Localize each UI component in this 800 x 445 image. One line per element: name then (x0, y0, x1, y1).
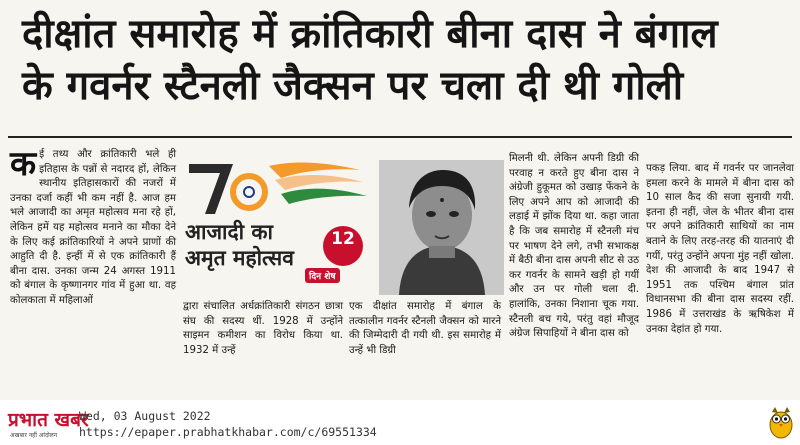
logo-line-2: अमृत महोत्सव (185, 246, 294, 270)
drop-cap: क (10, 144, 37, 184)
column-1-text: ई तथ्य और क्रांतिकारी भले ही इतिहास के पन्नों से नदारद हों, लेकिन स्थानीय इतिहासकारों की नजरों में उनका दर्जा कहीं भी कम नहीं है. आज हम भले आजादी का अमृत महोत्सव मना रहे हों, लेकिन हमें यह महोत्सव मनाने का मौका देने के लिए कई क्रांतिकारियों ने अपने प्राणों की आहुति दी है. इन्हीं में से एक क्रांतिकारी हैं बीना दास. उनका जन्म 24 अगस्त 1911 को बंगाल के कृष्णानगर गांव में हुआ था. वह कोलकाता में महिलाओं (10, 149, 176, 306)
article-column-2b: एक दीक्षांत समारोह में बंगाल के तत्कालीन गवर्नर स्टैनली जैक्सन को मारने की जिम्मेदारी दी गयी थी. इस समारोह में उन्हें भी डिग्री (349, 301, 501, 356)
prabhat-khabar-logo[interactable]: प्रभात खबर (8, 409, 89, 431)
bina-das-portrait-icon (379, 160, 504, 295)
headline-line-2: के गवर्नर स्टैनली जैक्सन पर चला दी थी गोली (22, 63, 684, 109)
epaper-url[interactable]: https://epaper.prabhatkhabar.com/c/69551334 (79, 425, 377, 439)
badge-number: 12 (331, 229, 355, 249)
publish-date: Wed, 03 August 2022 (79, 409, 211, 423)
article-column-3: मिलनी थी. लेकिन अपनी डिग्री की परवाह न करते हुए बीना दास ने अंग्रेजी हुकूमत को उखाड़ फेंकने के लिए अपने आप को आजादी की लड़ाई में झोंक दिया था. कहा जाता है कि जब समारोह में स्टैनली मंच पर भाषण देने लगे, तभी सभाकक्ष में बैठी बीना दास अपनी सीट से उठ कर गवर्नर के सामने खड़ी हो गयीं और उन पर गोली चला दी. हालांकि, उनका निशाना चूक गया. स्टैनली बच गये, परंतु वहां मौजूद अंग्रेज सिपाहियों ने बीना दास को (509, 153, 639, 340)
seventy-five-emblem-icon (185, 158, 377, 220)
article-column-1 (10, 144, 176, 388)
epaper-footer (0, 400, 800, 445)
article-column-2a: द्वारा संचालित अर्धक्रांतिकारी संगठन छात्रा संघ की सदस्य थीं. 1928 में उन्होंने साइमन कमीशन का विरोध किया था. 1932 में उन्हें (183, 301, 343, 356)
owl-icon[interactable] (768, 404, 794, 440)
badge-circle (323, 226, 363, 266)
badge-caption: दिन शेष (305, 268, 340, 283)
headline-line-1: दीक्षांत समारोह में क्रांतिकारी बीना दास ने बंगाल (22, 11, 718, 57)
days-left-badge (303, 226, 373, 282)
azadi-ka-amrit-mahotsav-logo (185, 158, 377, 298)
logo-line-1: आजादी का (185, 220, 273, 244)
article-column-4: पकड़ लिया. बाद में गवर्नर पर जानलेवा हमला करने के मामले में बीना दास को 10 साल कैद की सजा सुनायी गयी. इतना ही नहीं, जेल के भीतर बीना दास पर अपने क्रांतिकारी साथियों का नाम बताने के लिए तरह-तरह की यातनाएं दी गयीं, परंतु उन्होंने अपना मुंह नहीं खोला. देश की आजादी के बाद 1947 से 1951 तक पश्चिम बंगाल प्रांत विधानसभा की बीना दास सदस्य रहीं. 1986 में उत्तराखंड के ऋषिकेश में उनका देहांत हो गया. (646, 163, 794, 335)
brand-tagline: अखबार नहीं आंदोलन (10, 432, 58, 439)
headline-rule (8, 136, 792, 138)
portrait-photo (379, 160, 504, 295)
headline (22, 8, 787, 112)
